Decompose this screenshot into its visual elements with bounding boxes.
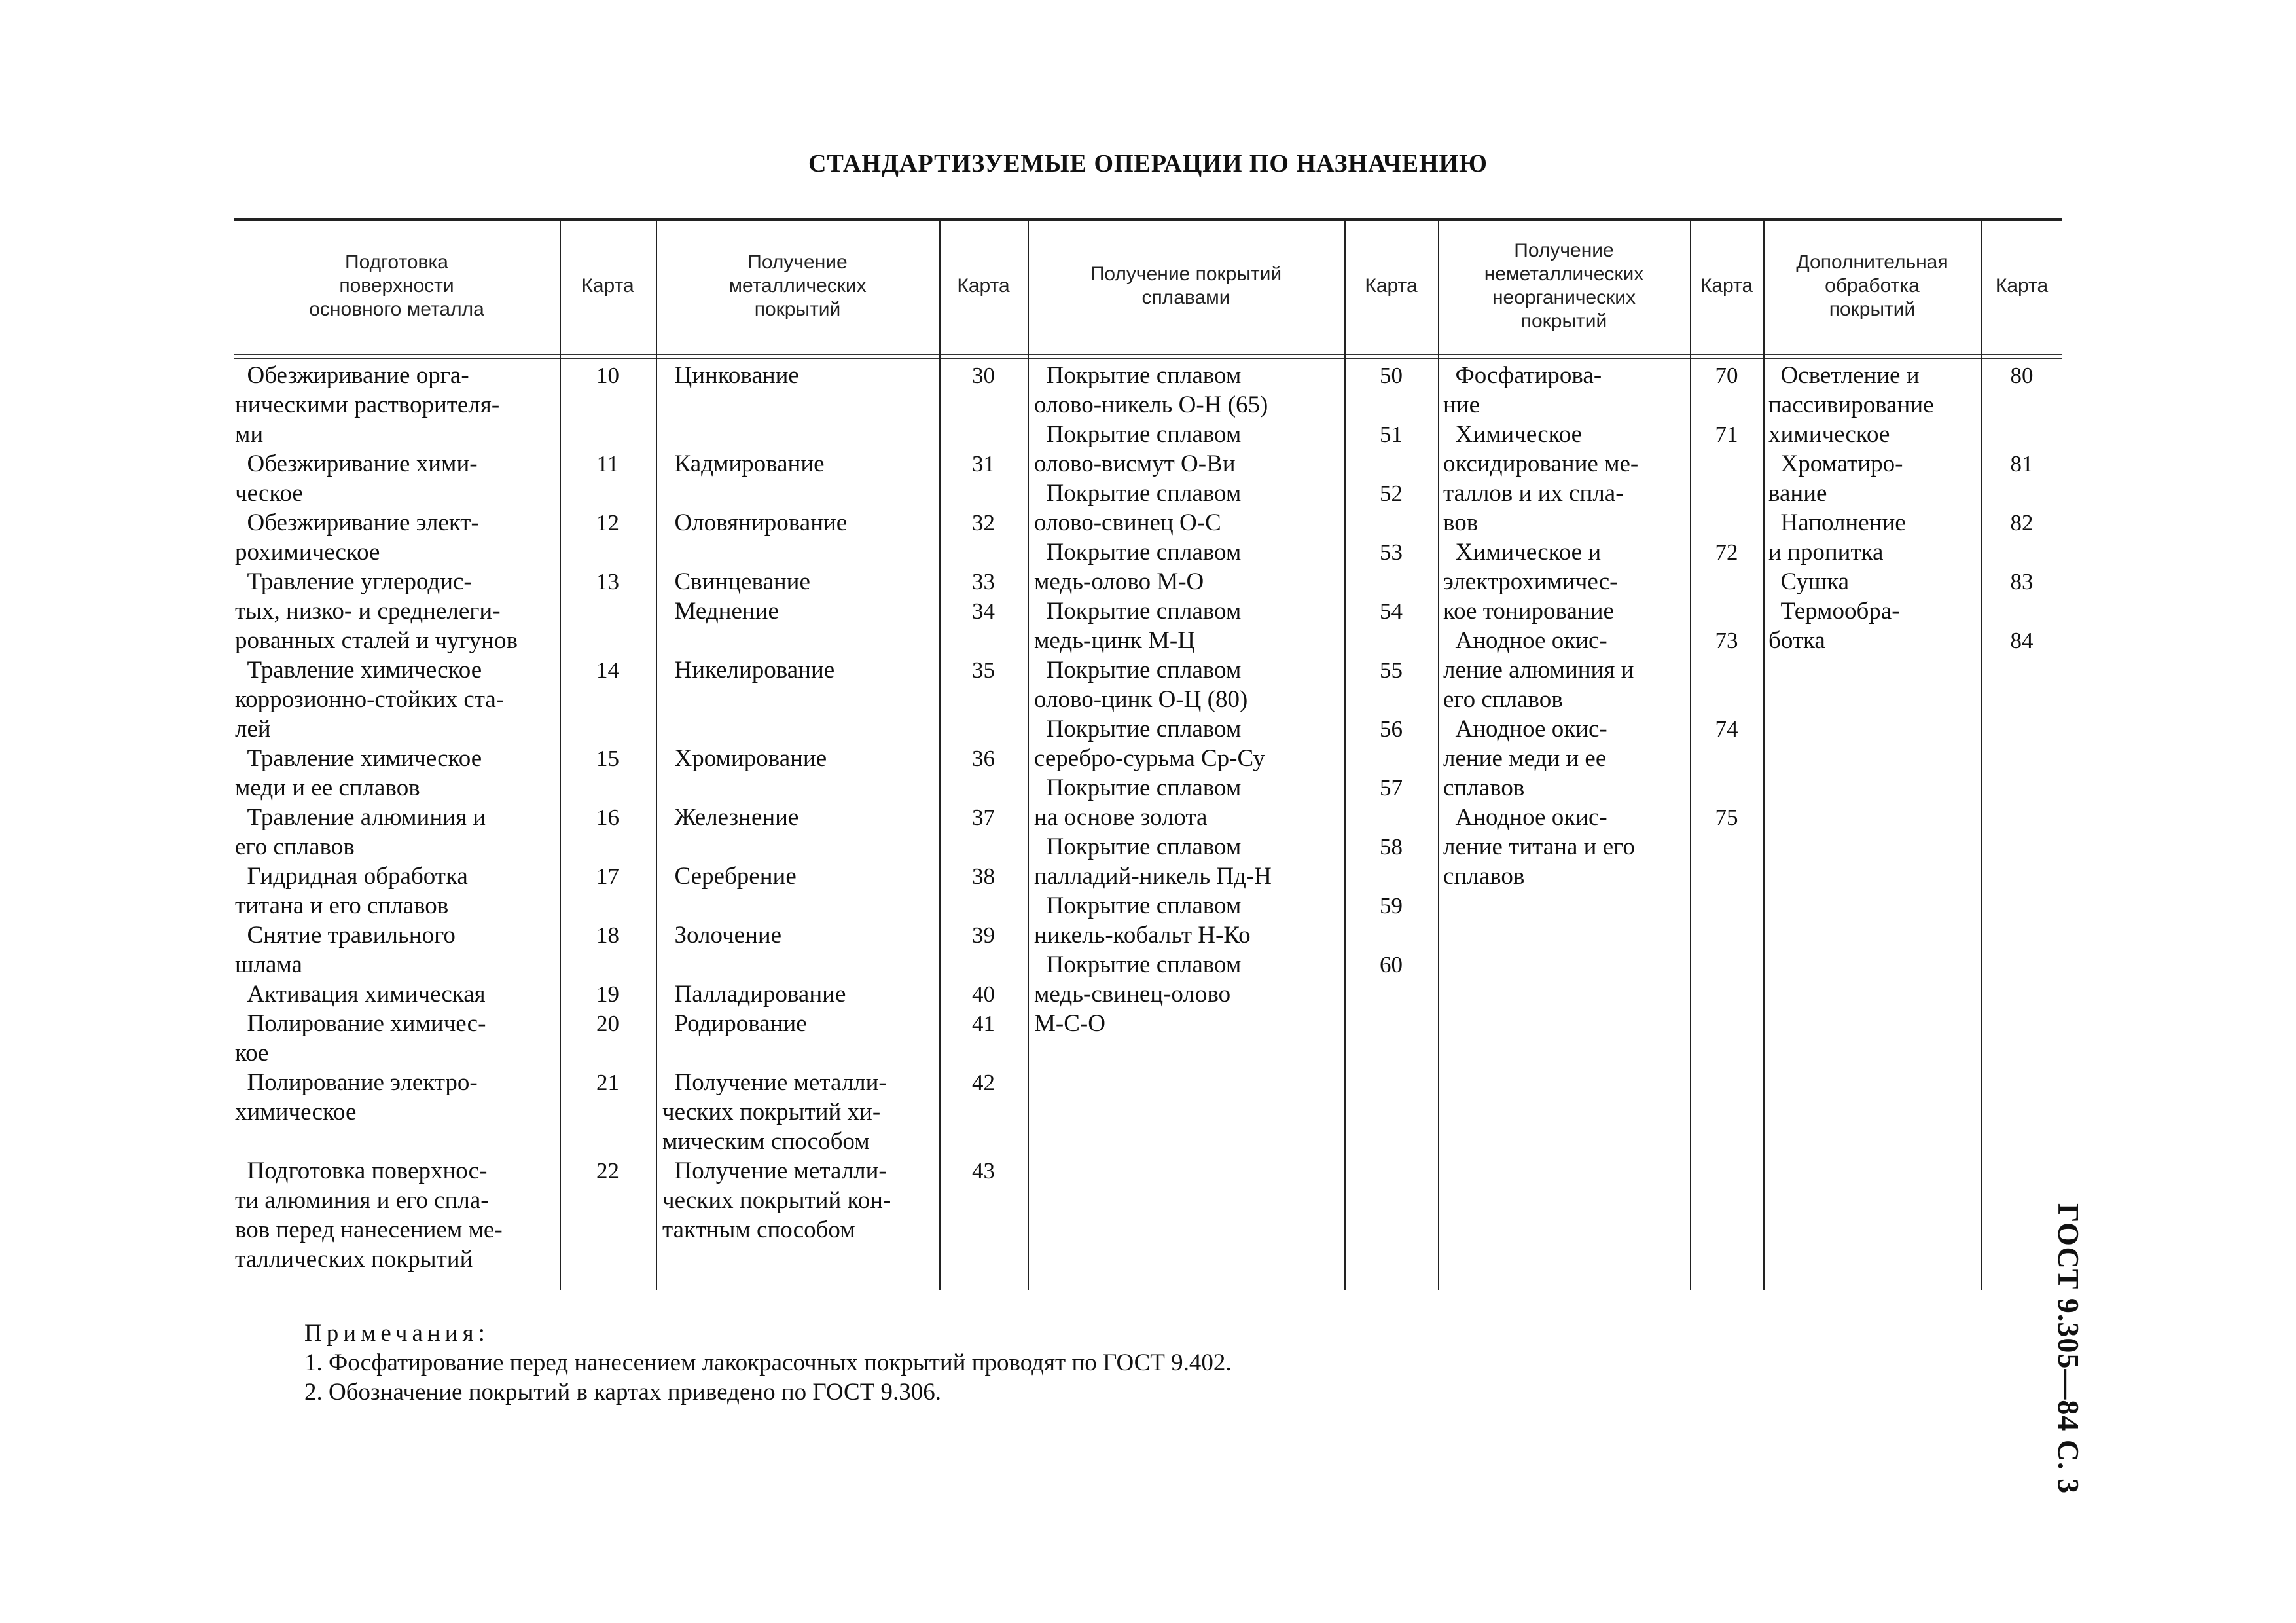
cell-line: Химическое	[1443, 421, 1583, 448]
cell-line: электрохимичес-	[1443, 568, 1618, 595]
card-number: 21	[596, 1070, 619, 1095]
cell-line: Никелирование	[662, 657, 835, 684]
cell-line: ботка	[1768, 627, 1825, 654]
notes-heading: Примечания:	[304, 1320, 490, 1347]
cell-line: мическим способом	[662, 1128, 870, 1155]
card-number	[1344, 744, 1438, 773]
card-number	[1981, 596, 2062, 626]
card-number	[939, 420, 1028, 449]
cell-line: Кадмирование	[662, 450, 825, 477]
card-number: 36	[972, 746, 995, 771]
cell-line: Полирование электро-	[235, 1069, 478, 1096]
cell-line: Покрытие сплавом	[1034, 775, 1242, 801]
card-number	[1690, 773, 1763, 803]
cell-line: Анодное окис-	[1443, 627, 1607, 654]
card-number	[1981, 420, 2062, 449]
cell-line: Покрытие сплавом	[1034, 362, 1242, 389]
card-number: 80	[2010, 363, 2034, 388]
column-divider	[1763, 218, 1765, 1290]
cell-line	[662, 390, 936, 420]
card-number	[1690, 655, 1763, 685]
header-alloy-coatings: Получение покрытий сплавами	[1090, 263, 1282, 308]
cell-line: ти алюминия и его спла-	[235, 1187, 489, 1214]
cell-line: Железнение	[662, 804, 799, 831]
cell-line: Травление химическое	[235, 745, 482, 772]
card-number	[1690, 685, 1763, 714]
cell-line: ление титана и его	[1443, 833, 1635, 860]
cell-line: шлама	[235, 951, 302, 978]
card-number	[939, 891, 1028, 921]
cell-line: кое тонирование	[1443, 598, 1614, 625]
card-number: 56	[1380, 716, 1403, 742]
cell-line: кое	[235, 1040, 269, 1067]
cell-line	[662, 950, 936, 979]
cell-line: Серебрение	[662, 863, 797, 890]
header-nonmetal-coatings: Получение неметаллических неорганических покрытий	[1484, 239, 1644, 332]
cell-line: Покрытие сплавом	[1034, 480, 1242, 507]
cell-line: Цинкование	[662, 362, 799, 389]
card-number	[560, 832, 656, 862]
cell-line: сплавов	[1443, 863, 1525, 890]
cell-line: ление меди и ее	[1443, 745, 1607, 772]
cell-line: Покрытие сплавом	[1034, 951, 1242, 978]
card-number	[1690, 390, 1763, 420]
card-number: 31	[972, 451, 995, 477]
card-number: 18	[596, 922, 619, 948]
card-number	[1981, 479, 2062, 508]
cell-line: и пропитка	[1768, 539, 1884, 566]
card-number: 41	[972, 1011, 995, 1036]
card-number	[939, 1097, 1028, 1127]
cell-line: Обезжиривание хими-	[235, 450, 478, 477]
cell-line: Травление углеродис-	[235, 568, 472, 595]
cell-line	[662, 773, 936, 803]
card-number	[1690, 567, 1763, 596]
card-number: 72	[1715, 539, 1738, 565]
column-divider	[1028, 218, 1029, 1290]
cell-line: Обезжиривание элект-	[235, 509, 479, 536]
card-number	[939, 626, 1028, 655]
cell-line: Получение металли-	[662, 1069, 887, 1096]
card-number: 53	[1380, 539, 1403, 565]
cell-line	[662, 420, 936, 449]
card-number: 70	[1715, 363, 1738, 388]
cell-line: таллов и их спла-	[1443, 480, 1624, 507]
cell-line	[662, 538, 936, 567]
card-number: 34	[972, 598, 995, 624]
card-number: 58	[1380, 834, 1403, 860]
cell-line: Меднение	[662, 598, 779, 625]
card-number: 50	[1380, 363, 1403, 388]
cell-line: ческих покрытий хи-	[662, 1099, 881, 1125]
card-number	[560, 685, 656, 714]
card-number	[1344, 862, 1438, 891]
card-number: 11	[596, 451, 619, 477]
header-surface-prep: Подготовка поверхности основного металла	[309, 251, 484, 320]
card-number: 82	[2010, 510, 2034, 536]
card-number: 33	[972, 569, 995, 594]
cell-line: титана и его сплавов	[235, 892, 449, 919]
card-number	[1344, 508, 1438, 538]
card-number	[939, 832, 1028, 862]
cell-line: Анодное окис-	[1443, 804, 1607, 831]
card-number: 39	[972, 922, 995, 948]
cell-line: медь-олово М-О	[1034, 568, 1204, 595]
cell-line: ческое	[235, 480, 303, 507]
cell-line: его сплавов	[1443, 686, 1563, 713]
header-card-4: Карта	[1700, 274, 1753, 297]
cell-line: Родирование	[662, 1010, 807, 1037]
page-title: СТАНДАРТИЗУЕМЫЕ ОПЕРАЦИИ ПО НАЗНАЧЕНИЮ	[808, 150, 1488, 177]
cell-line: ническими растворителя-	[235, 392, 500, 418]
card-number: 17	[596, 864, 619, 889]
note-item-1: 1. Фосфатирование перед нанесением лакокрасочных покрытий проводят по ГОСТ 9.402.	[304, 1349, 1232, 1376]
cell-line: олово-цинк О-Ц (80)	[1034, 686, 1248, 713]
card-number: 15	[596, 746, 619, 771]
cell-line: медь-свинец-олово	[1034, 981, 1231, 1008]
card-number: 22	[596, 1158, 619, 1184]
cell-line	[662, 832, 936, 862]
card-number	[560, 538, 656, 567]
card-column-2	[939, 361, 1028, 1186]
card-number: 57	[1380, 775, 1403, 801]
card-number	[560, 420, 656, 449]
cell-line: меди и ее сплавов	[235, 775, 420, 801]
cell-line: Снятие травильного	[235, 922, 456, 949]
card-number	[560, 596, 656, 626]
surface-prep-column	[235, 361, 554, 1274]
nonmetal-coatings-column	[1443, 361, 1687, 891]
metal-coatings-column	[662, 361, 936, 1245]
cell-line: оксидирование ме-	[1443, 450, 1639, 477]
cell-line: Покрытие сплавом	[1034, 892, 1242, 919]
card-number	[939, 685, 1028, 714]
card-number	[1344, 803, 1438, 832]
card-number: 84	[2010, 628, 2034, 653]
card-column-1	[560, 361, 656, 1186]
card-number	[560, 1097, 656, 1127]
cell-line: Фосфатирова-	[1443, 362, 1602, 389]
card-number	[1690, 744, 1763, 773]
card-number	[1344, 626, 1438, 655]
cell-line	[662, 714, 936, 744]
card-number	[939, 1127, 1028, 1156]
card-number: 73	[1715, 628, 1738, 653]
additional-processing-column	[1768, 361, 1978, 655]
cell-line: Оловянирование	[662, 509, 848, 536]
card-number: 43	[972, 1158, 995, 1184]
card-number: 12	[596, 510, 619, 536]
card-number	[560, 626, 656, 655]
card-number: 14	[596, 657, 619, 683]
column-divider	[656, 218, 657, 1290]
cell-line: Травление алюминия и	[235, 804, 486, 831]
card-number	[939, 538, 1028, 567]
cell-line: тактным способом	[662, 1216, 855, 1243]
column-divider	[1438, 218, 1439, 1290]
cell-line: Палладирование	[662, 981, 846, 1008]
card-number	[1981, 538, 2062, 567]
card-number	[1981, 390, 2062, 420]
card-number	[939, 479, 1028, 508]
card-number: 40	[972, 981, 995, 1007]
cell-line: Подготовка поверхнос-	[235, 1158, 488, 1184]
card-number	[1344, 390, 1438, 420]
header-card-1: Карта	[581, 274, 634, 297]
cell-line: медь-цинк М-Ц	[1034, 627, 1195, 654]
cell-line: Травление химическое	[235, 657, 482, 684]
cell-line: на основе золота	[1034, 804, 1208, 831]
card-number: 60	[1380, 952, 1403, 977]
cell-line: Термообра-	[1768, 598, 1900, 625]
header-card-3: Карта	[1365, 274, 1418, 297]
cell-line: Покрытие сплавом	[1034, 539, 1242, 566]
cell-line: Наполнение	[1768, 509, 1906, 536]
header-additional-processing: Дополнительная обработка покрытий	[1796, 251, 1948, 320]
cell-line: вов перед нанесением ме-	[235, 1216, 503, 1243]
cell-line: Покрытие сплавом	[1034, 716, 1242, 742]
operations-table	[234, 218, 2062, 1290]
card-number	[939, 714, 1028, 744]
note-item-2: 2. Обозначение покрытий в картах приведено по ГОСТ 9.306.	[304, 1379, 942, 1406]
cell-line: вание	[1768, 480, 1827, 507]
cell-line: рованных сталей и чугунов	[235, 627, 518, 654]
card-number	[560, 479, 656, 508]
card-number	[560, 950, 656, 979]
card-number: 35	[972, 657, 995, 683]
cell-line	[662, 685, 936, 714]
cell-line	[662, 1038, 936, 1068]
card-number: 75	[1715, 805, 1738, 830]
card-number: 74	[1715, 716, 1738, 742]
card-number	[939, 950, 1028, 979]
cell-line: ние	[1443, 392, 1480, 418]
card-number	[1344, 449, 1438, 479]
card-number	[560, 1038, 656, 1068]
card-number	[1690, 479, 1763, 508]
cell-line	[235, 1127, 554, 1156]
cell-line: Полирование химичес-	[235, 1010, 486, 1037]
card-number	[1690, 449, 1763, 479]
cell-line: ческих покрытий кон-	[662, 1187, 891, 1214]
card-number	[560, 891, 656, 921]
cell-line: вов	[1443, 509, 1479, 536]
cell-line: Покрытие сплавом	[1034, 833, 1242, 860]
cell-line: Покрытие сплавом	[1034, 421, 1242, 448]
card-number: 54	[1380, 598, 1403, 624]
card-number: 52	[1380, 481, 1403, 506]
cell-line: М-С-О	[1034, 1010, 1105, 1037]
card-number	[1344, 567, 1438, 596]
card-column-5	[1981, 361, 2062, 655]
cell-line: Хромирование	[662, 745, 827, 772]
card-number: 13	[596, 569, 619, 594]
card-number	[1344, 921, 1438, 950]
card-number	[939, 390, 1028, 420]
cell-line: никель-кобальт Н-Ко	[1034, 922, 1251, 949]
cell-line: таллических покрытий	[235, 1246, 473, 1273]
card-column-4	[1690, 361, 1763, 832]
cell-line: Сушка	[1768, 568, 1850, 595]
card-number: 32	[972, 510, 995, 536]
card-column-3	[1344, 361, 1438, 979]
cell-line: Гидридная обработка	[235, 863, 468, 890]
header-rule-double	[234, 358, 2062, 359]
card-number	[939, 773, 1028, 803]
card-number: 42	[972, 1070, 995, 1095]
card-number	[560, 773, 656, 803]
cell-line: пассивирование	[1768, 392, 1934, 418]
cell-line: Золочение	[662, 922, 782, 949]
cell-line: олово-висмут О-Ви	[1034, 450, 1236, 477]
cell-line: химическое	[235, 1099, 357, 1125]
card-number: 81	[2010, 451, 2034, 477]
cell-line: ми	[235, 421, 264, 448]
cell-line: лей	[235, 716, 271, 742]
cell-line: палладий-никель Пд-Н	[1034, 863, 1272, 890]
card-number: 51	[1380, 422, 1403, 447]
cell-line: Покрытие сплавом	[1034, 598, 1242, 625]
cell-line: коррозионно-стойких ста-	[235, 686, 505, 713]
card-number: 10	[596, 363, 619, 388]
cell-line: Хроматиро-	[1768, 450, 1903, 477]
card-number: 59	[1380, 893, 1403, 919]
card-number	[1690, 596, 1763, 626]
document-code: ГОСТ 9.305—84 С. 3	[2052, 1203, 2085, 1495]
card-number: 38	[972, 864, 995, 889]
card-number	[1344, 685, 1438, 714]
card-number: 30	[972, 363, 995, 388]
card-number: 55	[1380, 657, 1403, 683]
card-number: 83	[2010, 569, 2034, 594]
cell-line	[662, 626, 936, 655]
cell-line: химическое	[1768, 421, 1890, 448]
card-number: 20	[596, 1011, 619, 1036]
cell-line: Осветление и	[1768, 362, 1920, 389]
cell-line: серебро-сурьма Ср-Су	[1034, 745, 1265, 772]
alloy-coatings-column	[1034, 361, 1340, 1038]
card-number	[560, 714, 656, 744]
card-number	[560, 1127, 656, 1156]
cell-line: Анодное окис-	[1443, 716, 1607, 742]
cell-line	[662, 479, 936, 508]
card-number	[939, 1038, 1028, 1068]
header-rule	[234, 354, 2062, 355]
cell-line: сплавов	[1443, 775, 1525, 801]
card-number: 71	[1715, 422, 1738, 447]
cell-line: Активация химическая	[235, 981, 486, 1008]
cell-line: олово-свинец О-С	[1034, 509, 1221, 536]
cell-line: его сплавов	[235, 833, 355, 860]
cell-line: олово-никель О-Н (65)	[1034, 392, 1268, 418]
cell-line	[662, 891, 936, 921]
notes	[304, 1319, 1232, 1407]
cell-line: Получение металли-	[662, 1158, 887, 1184]
header-card-5: Карта	[1995, 274, 2049, 297]
cell-line: рохимическое	[235, 539, 380, 566]
card-number: 19	[596, 981, 619, 1007]
header-card-2: Карта	[957, 274, 1010, 297]
card-number	[560, 390, 656, 420]
card-number: 16	[596, 805, 619, 830]
card-number: 37	[972, 805, 995, 830]
cell-line: ление алюминия и	[1443, 657, 1634, 684]
cell-line: Химическое и	[1443, 539, 1602, 566]
card-number	[1690, 508, 1763, 538]
header-metal-coatings: Получение металлических покрытий	[728, 251, 867, 320]
cell-line: тых, низко- и среднелеги-	[235, 598, 501, 625]
cell-line: Свинцевание	[662, 568, 810, 595]
cell-line: Обезжиривание орга-	[235, 362, 469, 389]
cell-line: Покрытие сплавом	[1034, 657, 1242, 684]
